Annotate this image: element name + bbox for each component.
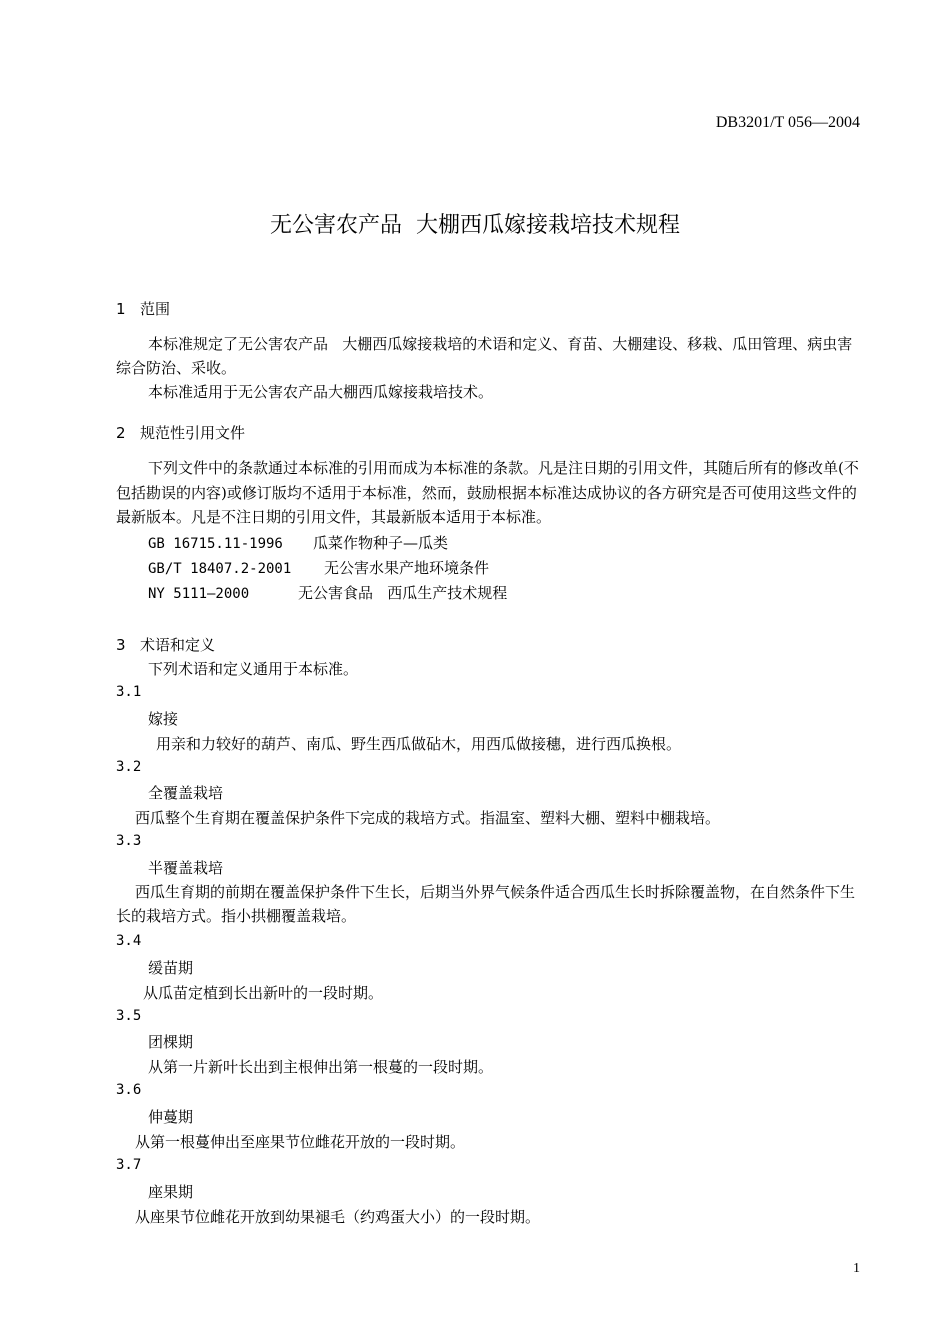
section-number: 3 xyxy=(116,636,126,654)
term-definition: 从第一片新叶长出到主根伸出第一根蔓的一段时期。 xyxy=(148,1058,494,1076)
reference-code: GB 16715.11-1996 xyxy=(148,536,283,552)
term-number: 3.4 xyxy=(116,933,142,949)
section-title: 规范性引用文件 xyxy=(140,424,246,442)
reference-name: 瓜菜作物种子—瓜类 xyxy=(313,534,449,552)
page-number: 1 xyxy=(853,1261,860,1276)
term-number: 3.6 xyxy=(116,1082,142,1098)
term-name: 全覆盖栽培 xyxy=(148,784,224,802)
section-3-intro: 下列术语和定义通用于本标准。 xyxy=(148,660,359,678)
term-definition: 从第一根蔓伸出至座果节位雌花开放的一段时期。 xyxy=(135,1133,466,1151)
section-title: 术语和定义 xyxy=(140,636,216,654)
term-name: 伸蔓期 xyxy=(148,1108,194,1126)
term-number: 3.1 xyxy=(116,684,142,700)
reference-item xyxy=(148,557,489,578)
term-definition: 西瓜生育期的前期在覆盖保护条件下生长，后期当外界气候条件适合西瓜生长时拆除覆盖物，在自然条件下生长的栽培方式。指小拱棚覆盖栽培。 xyxy=(116,883,856,925)
standard-code: DB3201/T 056—2004 xyxy=(715,114,860,131)
section-2-paragraph: 下列文件中的条款通过本标准的引用而成为本标准的条款。凡是注日期的引用文件，其随后所有的修改单(不包括勘误的内容)或修订版均不适用于本标准，然而，鼓励根据本标准达成协议的各方研究是否可使用这些文件的最新版本。凡是不注日期的引用文件，其最新版本适用于本标准。 xyxy=(116,459,859,526)
document-title: 无公害农产品 大棚西瓜嫁接栽培技术规程 xyxy=(270,213,680,238)
term-definition: 用亲和力较好的葫芦、南瓜、野生西瓜做砧木，用西瓜做接穗，进行西瓜换根。 xyxy=(156,735,682,753)
section-number: 2 xyxy=(116,424,126,442)
section-1-heading xyxy=(116,298,170,319)
reference-name: 无公害水果产地环境条件 xyxy=(324,559,490,577)
term-number: 3.3 xyxy=(116,833,142,849)
term-name: 座果期 xyxy=(148,1183,194,1201)
reference-code: GB/T 18407.2-2001 xyxy=(148,561,292,577)
section-2-heading xyxy=(116,422,245,443)
term-definition: 西瓜整个生育期在覆盖保护条件下完成的栽培方式。指温室、塑料大棚、塑料中棚栽培。 xyxy=(135,809,721,827)
section-1-paragraph-1: 本标准规定了无公害农产品 大棚西瓜嫁接栽培的术语和定义、育苗、大棚建设、移栽、瓜田管理、病虫害综合防治、采收。 xyxy=(116,335,853,377)
term-number: 3.7 xyxy=(116,1157,142,1173)
term-number: 3.2 xyxy=(116,759,142,775)
term-number: 3.5 xyxy=(116,1008,142,1024)
term-name: 半覆盖栽培 xyxy=(148,859,224,877)
term-name: 嫁接 xyxy=(148,710,179,728)
reference-code: NY 5111—2000 xyxy=(148,586,250,602)
section-1-paragraph-2: 本标准适用于无公害农产品大棚西瓜嫁接栽培技术。 xyxy=(148,383,494,401)
section-3-heading xyxy=(116,634,215,655)
term-definition: 从座果节位雌花开放到幼果褪毛（约鸡蛋大小）的一段时期。 xyxy=(135,1208,541,1226)
term-name: 团棵期 xyxy=(148,1033,194,1051)
reference-item xyxy=(148,582,507,603)
reference-name: 无公害食品 西瓜生产技术规程 xyxy=(298,584,508,602)
section-title: 范围 xyxy=(140,300,171,318)
term-definition: 从瓜苗定植到长出新叶的一段时期。 xyxy=(143,984,384,1002)
term-name: 缓苗期 xyxy=(148,959,194,977)
section-number: 1 xyxy=(116,300,126,318)
reference-item xyxy=(148,532,448,553)
